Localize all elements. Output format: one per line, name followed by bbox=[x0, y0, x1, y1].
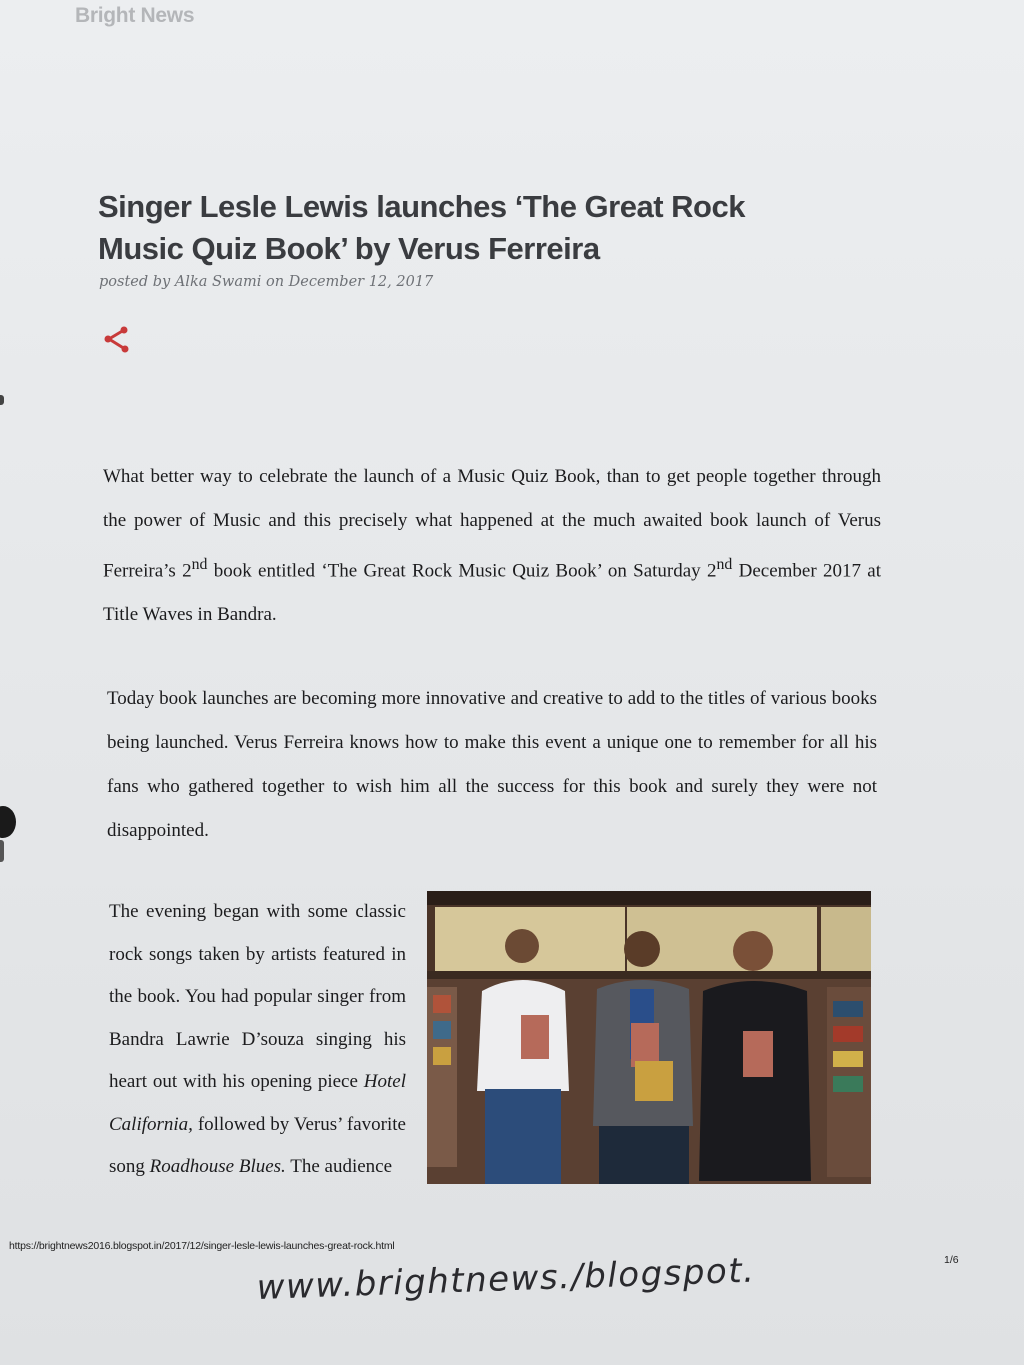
paragraph-text: What better way to celebrate the launch of a Music Quiz Book, than to get people together through the power of Music and this precisely what happened at the much awaited book launch of Verus Ferreira’s 2 bbox=[103, 466, 881, 582]
paragraph-text: The audience bbox=[285, 1156, 393, 1177]
article-paragraph: Today book launches are becoming more innovative and creative to add to the titles of various books being launched. Verus Ferreira knows how to make this event a unique one to remember for all his fans who gathered together to wish him all the success for this book and surely they were not disappointed. bbox=[107, 688, 877, 841]
superscript: nd bbox=[191, 556, 208, 573]
article-title: Singer Lesle Lewis launches ‘The Great Rock Music Quiz Book’ by Verus Ferreira bbox=[98, 189, 745, 266]
punch-hole bbox=[0, 806, 16, 838]
event-photo bbox=[427, 891, 871, 1184]
share-icon[interactable] bbox=[103, 325, 133, 355]
article-byline: posted by Alka Swami on December 12, 2017 bbox=[99, 274, 434, 290]
page-edge-mark bbox=[0, 840, 4, 862]
paragraph-text: December 2017 at Title Waves in Bandra. bbox=[103, 560, 881, 626]
handwritten-note: www.brightnews./blogspot. bbox=[256, 1250, 757, 1308]
page-number: 1/6 bbox=[944, 1254, 959, 1266]
article-paragraph bbox=[103, 455, 881, 637]
page-edge-mark bbox=[0, 395, 4, 405]
superscript: nd bbox=[716, 556, 733, 573]
song-title: Hotel California, bbox=[109, 1071, 406, 1135]
footer-url[interactable]: https://brightnews2016.blogspot.in/2017/12/singer-lesle-lewis-launches-great-rock.html bbox=[9, 1240, 395, 1252]
song-title: Roadhouse Blues. bbox=[149, 1156, 286, 1177]
paragraph-text: followed by Verus’ favorite song bbox=[109, 1113, 406, 1177]
article-paragraph bbox=[109, 891, 406, 1189]
paragraph-text: book entitled ‘The Great Rock Music Quiz Book’ on Saturday 2 bbox=[207, 560, 717, 582]
site-name[interactable]: Bright News bbox=[75, 4, 195, 27]
paragraph-text: The evening began with some classic rock songs taken by artists featured in the book. You had popular singer from Bandra Lawrie D’souza singing his heart out with his opening piece bbox=[109, 901, 406, 1092]
